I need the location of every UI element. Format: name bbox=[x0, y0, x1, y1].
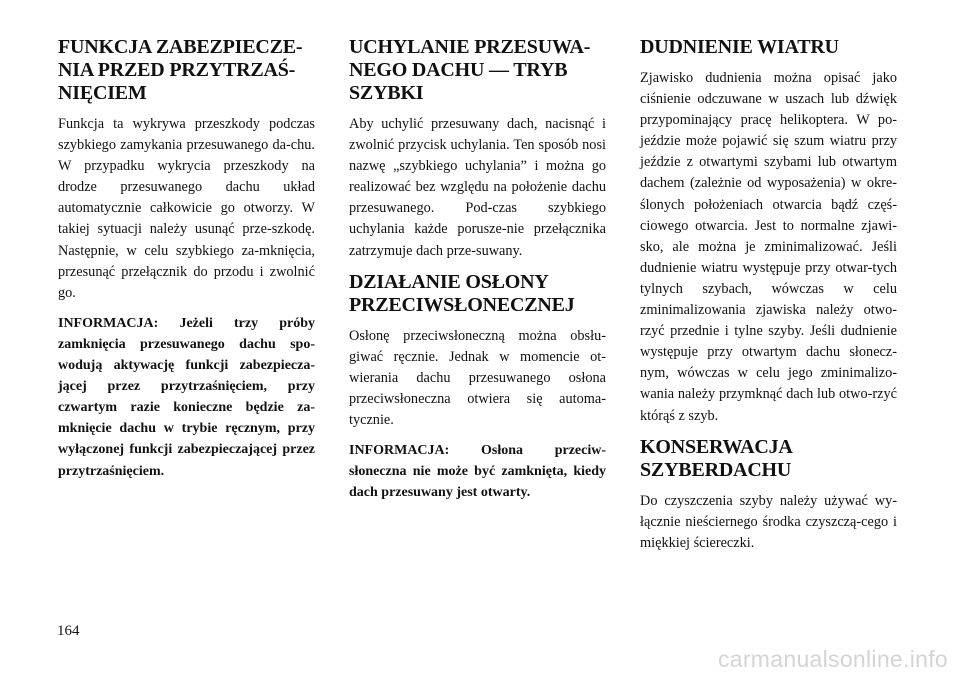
section-title-express-vent: UCHYLANIE PRZESUWA- NEGO DACHU — TRYB SZYBKI bbox=[349, 36, 591, 104]
section-title-anti-pinch: FUNKCJA ZABEZPIECZE- NIA PRZED PRZYTRZAŚ- NIĘCIEM bbox=[58, 36, 303, 104]
sunshade-paragraph: Osłonę przeciwsłoneczną można obsłu-giwać ręcznie. Jednak w momencie ot-wierania dachu przesuwanego osłona przeciwsłoneczna otwiera się automa-tycznie. bbox=[349, 327, 606, 429]
section-title-sunshade: DZIAŁANIE OSŁONY PRZECIWSŁONECZNEJ bbox=[349, 270, 575, 316]
wind-buffeting-paragraph: Zjawisko dudnienia można opisać jako ciśnienie odczuwane w uszach lub dźwięk przypominający pracę helikoptera. W po-jeździe może pojawić się szum wiatru przy jeździe z otwartymi szybami lub otwartym dachem (zależnie od wyposażenia) w okre-ślonych położeniach otwarcia bądź częś-ciowego otwarcia. Jest to normalne zjawi-sko, ale można je zminimalizować. Jeśli dudnienie wiatru występuje przy otwar-tych tylnych szybach, wówczas w celu zminimalizowania zjawiska należy otwo-rzyć przednie i tylne szyby. Jeśli dudnienie występuje przy otwartym dachu słonecz-nym, wówczas w celu jego zminimalizo-wania należy przymknąć dach lub otwo-rzyć którąś z szyb. bbox=[640, 70, 897, 424]
anti-pinch-paragraph: Funkcja ta wykrywa przeszkody podczas szybkiego zamykania przesuwanego da-chu. W przypadku wykrycia przeszkody na drodze przesuwanego dachu układ automatycznie całkowicie go otworzy. W takiej sytuacji należy usunąć prze-szkodę. Następnie, w celu szybkiego za-mknięcia, przesunąć przełącznik do przodu i zwolnić go. bbox=[58, 116, 315, 301]
column-1 bbox=[58, 36, 315, 491]
sunroof-maintenance-paragraph: Do czyszczenia szyby należy używać wy-łącznie nieściernego środka czyszczą-cego i miękkiej ściereczki. bbox=[640, 492, 897, 551]
page-number: 164 bbox=[57, 623, 80, 639]
section-title-wind-buffeting: DUDNIENIE WIATRU bbox=[640, 36, 839, 58]
anti-pinch-note: INFORMACJA: Jeżeli trzy próby zamknięcia przesuwanego dachu spo-wodują aktywację funkcji zabezpiecza-jącej przez przytrzaśnięciem, przy czwartym razie konieczne będzie za-mknięcie dachu w trybie ręcznym, przy wyłączonej funkcji zabezpieczającej przez przytrzaśnięciem. bbox=[58, 315, 315, 479]
column-3 bbox=[640, 36, 897, 563]
column-2 bbox=[349, 36, 606, 512]
sunshade-note: INFORMACJA: Osłona przeciw-słoneczna nie może być zamknięta, kiedy dach przesuwany jest otwarty. bbox=[349, 443, 606, 501]
watermark: carmanualsonline.info bbox=[717, 646, 948, 672]
express-vent-paragraph: Aby uchylić przesuwany dach, nacisnąć i zwolnić przycisk uchylania. Ten sposób nosi nazwę „szybkiego uchylania” i można go realizować bez względu na położenie dachu przesuwanego. Pod-czas szybkiego uchylania każde porusze-nie przełącznika zatrzymuje dach prze-suwany. bbox=[349, 116, 606, 259]
section-title-sunroof-maintenance: KONSERWACJA SZYBERDACHU bbox=[640, 435, 793, 481]
